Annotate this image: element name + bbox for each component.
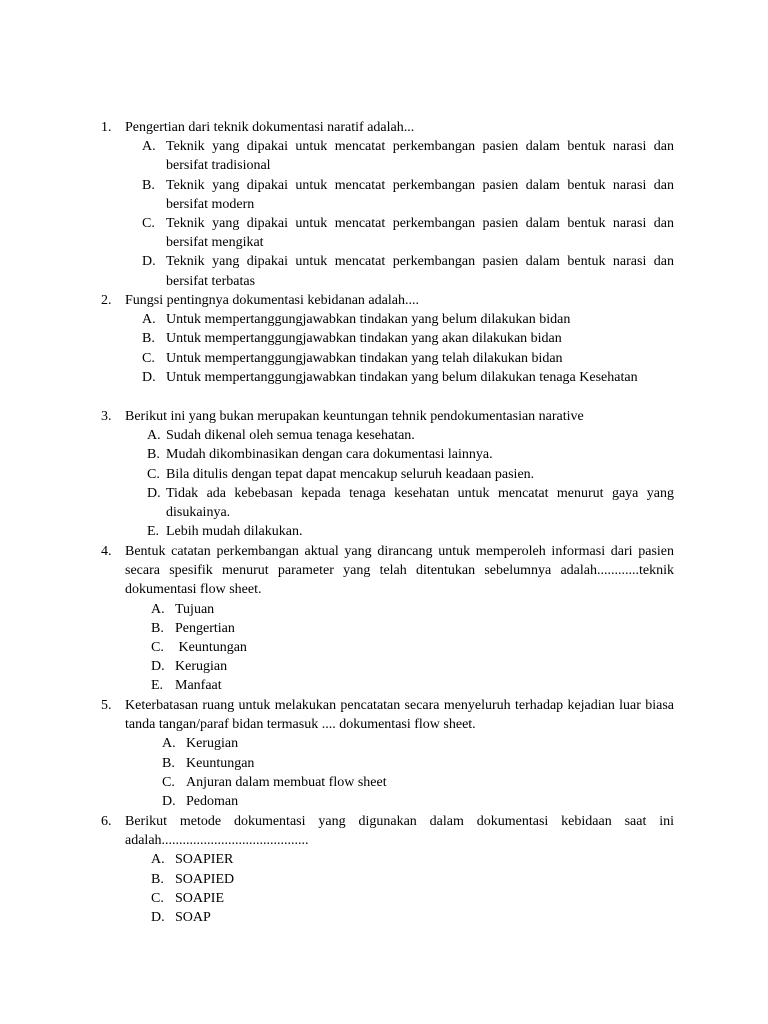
option-text: Untuk mempertanggungjawabkan tindakan yang telah dilakukan bidan <box>166 350 563 366</box>
question-3 <box>0 407 768 541</box>
question-stem <box>101 118 674 137</box>
option-item <box>151 657 674 676</box>
question-stem <box>101 291 674 310</box>
option-text: Keuntungan <box>186 755 255 771</box>
option-text: Sudah dikenal oleh semua tenaga kesehatan. <box>166 428 415 444</box>
question-5 <box>0 696 768 811</box>
question-number: 1. <box>101 120 112 135</box>
option-item <box>142 137 674 175</box>
option-letter: A. <box>142 139 156 155</box>
question-number: 3. <box>101 409 112 424</box>
option-item <box>151 600 674 619</box>
option-text: Teknik yang dipakai untuk mencatat perkembangan pasien dalam bentuk narasi dan bersifat terbatas <box>166 254 674 289</box>
option-text: Bila ditulis dengan tepat dapat mencakup seluruh keadaan pasien. <box>166 466 535 482</box>
question-1 <box>0 118 768 291</box>
option-item <box>147 426 674 445</box>
option-item <box>147 445 674 464</box>
option-letter: C. <box>142 350 155 366</box>
option-letter: A. <box>142 312 156 328</box>
option-letter: B. <box>151 620 164 636</box>
option-letter: C. <box>142 216 155 232</box>
option-item <box>162 734 674 753</box>
option-text: Keuntungan <box>175 640 247 656</box>
option-text: SOAPIE <box>175 890 225 906</box>
question-stem <box>101 407 674 426</box>
option-list <box>0 850 768 927</box>
option-item <box>151 889 674 908</box>
option-text: Manfaat <box>175 678 222 694</box>
option-letter: D. <box>151 659 165 675</box>
option-item <box>142 368 674 387</box>
option-letter: B. <box>162 755 175 771</box>
option-letter: A. <box>162 736 176 752</box>
option-list <box>0 734 768 811</box>
option-list <box>0 310 768 387</box>
question-number: 5. <box>101 698 112 713</box>
question-text: Berikut metode dokumentasi yang digunakan dalam dokumentasi kebidaan saat ini adalah.......................................... <box>125 814 674 849</box>
option-letter: A. <box>151 601 165 617</box>
option-item <box>147 465 674 484</box>
option-text: Teknik yang dipakai untuk mencatat perkembangan pasien dalam bentuk narasi dan bersifat modern <box>166 177 674 212</box>
option-letter: C. <box>151 640 164 656</box>
option-letter: C. <box>162 774 175 790</box>
question-number: 6. <box>101 814 112 829</box>
option-text: Mudah dikombinasikan dengan cara dokumentasi lainnya. <box>166 447 493 463</box>
option-letter: C. <box>147 466 160 482</box>
option-letter: E. <box>147 524 160 540</box>
option-list <box>0 426 768 541</box>
option-letter: D. <box>151 910 165 926</box>
question-number: 4. <box>101 544 112 559</box>
option-text: SOAPIER <box>175 852 234 868</box>
option-letter: D. <box>162 794 176 810</box>
option-item <box>142 310 674 329</box>
option-letter: E. <box>151 678 164 694</box>
option-item <box>151 908 674 927</box>
option-item <box>162 754 674 773</box>
question-number: 2. <box>101 293 112 308</box>
question-4 <box>0 542 768 696</box>
question-stem <box>101 542 674 600</box>
question-6 <box>0 812 768 927</box>
option-item <box>151 850 674 869</box>
option-item <box>147 522 674 541</box>
option-letter: B. <box>151 871 164 887</box>
option-text: Lebih mudah dilakukan. <box>166 524 303 540</box>
option-text: Pedoman <box>186 794 239 810</box>
option-item <box>142 329 674 348</box>
question-stem <box>101 696 674 734</box>
option-text: Untuk mempertanggungjawabkan tindakan yang akan dilakukan bidan <box>166 331 562 347</box>
option-text: SOAP <box>175 910 211 926</box>
option-item <box>151 676 674 695</box>
option-letter: A. <box>147 428 161 444</box>
option-list <box>0 137 768 291</box>
question-text: Keterbatasan ruang untuk melakukan pencatatan secara menyeluruh terhadap kejadian luar biasa tanda tangan/paraf bidan termasuk .... dokumentasi flow sheet. <box>125 698 674 733</box>
option-letter: B. <box>147 447 160 463</box>
option-letter: D. <box>147 485 161 501</box>
option-item <box>151 619 674 638</box>
option-text: Untuk mempertanggungjawabkan tindakan yang belum dilakukan bidan <box>166 312 571 328</box>
option-letter: D. <box>142 369 156 385</box>
option-letter: B. <box>142 177 155 193</box>
option-letter: D. <box>142 254 156 270</box>
question-text: Pengertian dari teknik dokumentasi naratif adalah... <box>125 120 415 135</box>
option-text: Tidak ada kebebasan kepada tenaga kesehatan untuk mencatat menurut gaya yang disukainya. <box>166 485 674 521</box>
question-text: Fungsi pentingnya dokumentasi kebidanan adalah.... <box>125 293 419 308</box>
option-item <box>162 792 674 811</box>
option-item <box>142 176 674 214</box>
question-2 <box>0 291 768 387</box>
option-text: SOAPIED <box>175 871 235 887</box>
option-list <box>0 600 768 696</box>
option-letter: C. <box>151 890 164 906</box>
question-stem <box>101 812 674 850</box>
option-text: Teknik yang dipakai untuk mencatat perkembangan pasien dalam bentuk narasi dan bersifat tradisional <box>166 139 674 174</box>
option-text: Teknik yang dipakai untuk mencatat perkembangan pasien dalam bentuk narasi dan bersifat mengikat <box>166 216 674 251</box>
option-item <box>147 484 674 522</box>
option-letter: B. <box>142 331 155 347</box>
option-letter: A. <box>151 852 165 868</box>
option-item <box>162 773 674 792</box>
option-item <box>142 214 674 252</box>
option-item <box>151 870 674 889</box>
option-text: Pengertian <box>175 620 235 636</box>
question-text: Bentuk catatan perkembangan aktual yang dirancang untuk memperoleh informasi dari pasien secara spesifik menurut parameter yang telah ditentukan sebelumnya adalah............teknik dokumentasi flow sheet. <box>125 544 674 598</box>
option-text: Kerugian <box>175 659 228 675</box>
option-text: Tujuan <box>175 601 215 617</box>
option-item <box>151 638 674 657</box>
option-text: Kerugian <box>186 736 239 752</box>
question-text: Berikut ini yang bukan merupakan keuntungan tehnik pendokumentasian narative <box>125 409 584 424</box>
option-text: Untuk mempertanggungjawabkan tindakan yang belum dilakukan tenaga Kesehatan <box>166 369 638 385</box>
option-item <box>142 252 674 290</box>
option-text: Anjuran dalam membuat flow sheet <box>186 774 387 790</box>
option-item <box>142 349 674 368</box>
